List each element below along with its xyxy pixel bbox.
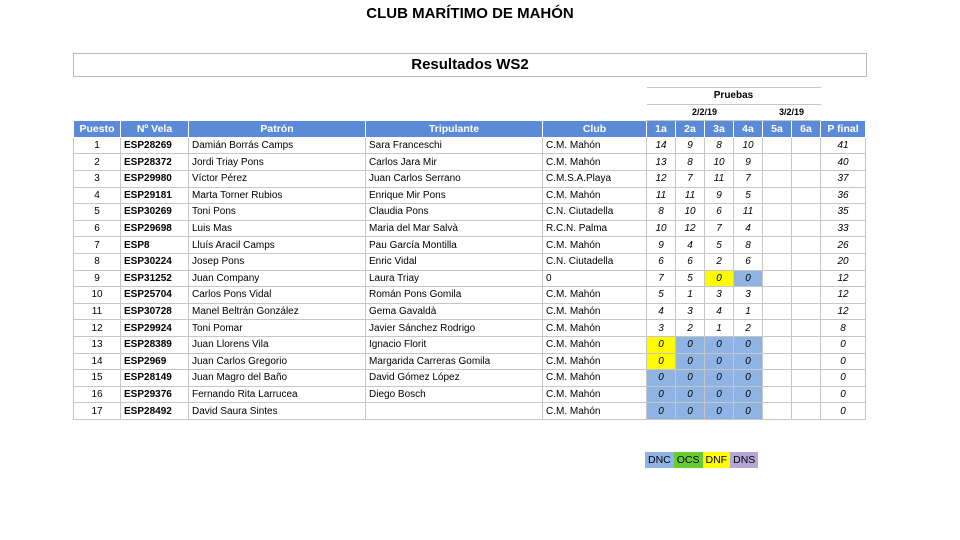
cell-vela: ESP28492	[121, 403, 189, 420]
cell-club: R.C.N. Palma	[543, 220, 647, 237]
cell-tripulante: Javier Sánchez Rodrigo	[366, 320, 543, 337]
cell-club: C.M. Mahón	[543, 154, 647, 171]
cell-club: 0	[543, 270, 647, 287]
cell-race-1: 4	[647, 303, 676, 320]
table-row	[74, 220, 866, 237]
cell-puesto: 12	[74, 320, 121, 337]
cell-pfinal: 12	[821, 270, 866, 287]
table-row	[74, 154, 866, 171]
cell-race-4: 8	[734, 237, 763, 254]
cell-patron: Toni Pomar	[189, 320, 366, 337]
col-1a-header: 1a	[647, 121, 676, 138]
cell-race-5	[763, 386, 792, 403]
table-row	[74, 253, 866, 270]
table-row	[74, 320, 866, 337]
cell-tripulante: Román Pons Gomila	[366, 287, 543, 304]
cell-club: C.N. Ciutadella	[543, 253, 647, 270]
cell-patron: Juan Llorens Vila	[189, 336, 366, 353]
cell-pfinal: 12	[821, 303, 866, 320]
cell-race-2: 0	[676, 353, 705, 370]
cell-race-1: 14	[647, 137, 676, 154]
cell-race-5	[763, 170, 792, 187]
cell-pfinal: 0	[821, 370, 866, 387]
cell-race-2: 0	[676, 403, 705, 420]
table-row	[74, 336, 866, 353]
cell-tripulante: Maria del Mar Salvà	[366, 220, 543, 237]
cell-club: C.M. Mahón	[543, 403, 647, 420]
cell-race-1: 13	[647, 154, 676, 171]
dates-row	[74, 104, 866, 121]
cell-tripulante: Margarida Carreras Gomila	[366, 353, 543, 370]
cell-race-3: 0	[705, 270, 734, 287]
cell-pfinal: 0	[821, 336, 866, 353]
cell-race-3: 9	[705, 187, 734, 204]
cell-vela: ESP28149	[121, 370, 189, 387]
cell-race-1: 0	[647, 386, 676, 403]
cell-vela: ESP29980	[121, 170, 189, 187]
cell-tripulante: Ignacio Florit	[366, 336, 543, 353]
cell-tripulante: Carlos Jara Mir	[366, 154, 543, 171]
cell-race-1: 0	[647, 403, 676, 420]
cell-race-5	[763, 287, 792, 304]
table-row	[74, 187, 866, 204]
cell-race-2: 6	[676, 253, 705, 270]
cell-club: C.M. Mahón	[543, 336, 647, 353]
cell-puesto: 3	[74, 170, 121, 187]
cell-puesto: 8	[74, 253, 121, 270]
cell-race-1: 5	[647, 287, 676, 304]
table-row	[74, 303, 866, 320]
cell-puesto: 14	[74, 353, 121, 370]
cell-race-4: 7	[734, 170, 763, 187]
cell-race-6	[792, 187, 821, 204]
cell-race-5	[763, 320, 792, 337]
cell-patron: Carlos Pons Vidal	[189, 287, 366, 304]
col-puesto-header: Puesto	[74, 121, 121, 138]
cell-tripulante: Claudia Pons	[366, 204, 543, 221]
cell-tripulante: Pau García Montilla	[366, 237, 543, 254]
cell-race-2: 9	[676, 137, 705, 154]
cell-race-1: 6	[647, 253, 676, 270]
cell-race-6	[792, 386, 821, 403]
cell-vela: ESP31252	[121, 270, 189, 287]
results-title: Resultados WS2	[73, 53, 867, 77]
cell-race-2: 0	[676, 386, 705, 403]
col-5a-header: 5a	[763, 121, 792, 138]
cell-club: C.M. Mahón	[543, 287, 647, 304]
cell-race-3: 0	[705, 370, 734, 387]
pruebas-row	[74, 88, 866, 105]
cell-race-3: 8	[705, 137, 734, 154]
cell-race-4: 5	[734, 187, 763, 204]
cell-race-4: 0	[734, 353, 763, 370]
cell-race-1: 9	[647, 237, 676, 254]
cell-race-3: 1	[705, 320, 734, 337]
cell-race-6	[792, 303, 821, 320]
cell-race-3: 0	[705, 353, 734, 370]
cell-race-3: 0	[705, 386, 734, 403]
pruebas-label: Pruebas	[647, 88, 821, 105]
cell-pfinal: 36	[821, 187, 866, 204]
table-row	[74, 237, 866, 254]
table-row	[74, 403, 866, 420]
table-row	[74, 137, 866, 154]
cell-patron: Juan Magro del Baño	[189, 370, 366, 387]
cell-race-6	[792, 320, 821, 337]
cell-patron: Juan Company	[189, 270, 366, 287]
club-title: CLUB MARÍTIMO DE MAHÓN	[366, 5, 574, 22]
cell-tripulante	[366, 403, 543, 420]
cell-vela: ESP28389	[121, 336, 189, 353]
cell-tripulante: Enric Vidal	[366, 253, 543, 270]
cell-race-4: 1	[734, 303, 763, 320]
cell-race-6	[792, 170, 821, 187]
cell-race-5	[763, 237, 792, 254]
cell-race-4: 4	[734, 220, 763, 237]
col-tripulante-header: Tripulante	[366, 121, 543, 138]
legend	[645, 452, 758, 468]
cell-puesto: 16	[74, 386, 121, 403]
cell-vela: ESP29924	[121, 320, 189, 337]
cell-vela: ESP28269	[121, 137, 189, 154]
cell-club: C.M.S.A.Playa	[543, 170, 647, 187]
cell-race-4: 2	[734, 320, 763, 337]
legend-ocs: OCS	[674, 452, 703, 468]
cell-vela: ESP25704	[121, 287, 189, 304]
cell-vela: ESP8	[121, 237, 189, 254]
cell-race-2: 10	[676, 204, 705, 221]
cell-race-2: 5	[676, 270, 705, 287]
cell-race-4: 3	[734, 287, 763, 304]
cell-race-2: 7	[676, 170, 705, 187]
cell-puesto: 15	[74, 370, 121, 387]
cell-race-5	[763, 220, 792, 237]
cell-race-5	[763, 353, 792, 370]
cell-race-4: 0	[734, 386, 763, 403]
cell-patron: Juan Carlos Gregorio	[189, 353, 366, 370]
cell-race-5	[763, 204, 792, 221]
table-row	[74, 170, 866, 187]
cell-race-1: 12	[647, 170, 676, 187]
cell-patron: Toni Pons	[189, 204, 366, 221]
cell-race-3: 6	[705, 204, 734, 221]
cell-race-1: 11	[647, 187, 676, 204]
cell-vela: ESP29181	[121, 187, 189, 204]
cell-race-4: 0	[734, 403, 763, 420]
cell-pfinal: 12	[821, 287, 866, 304]
cell-race-5	[763, 253, 792, 270]
col-vela-header: Nº Vela	[121, 121, 189, 138]
cell-tripulante: Sara Franceschi	[366, 137, 543, 154]
cell-tripulante: Juan Carlos Serrano	[366, 170, 543, 187]
cell-race-1: 3	[647, 320, 676, 337]
cell-race-6	[792, 403, 821, 420]
cell-race-5	[763, 303, 792, 320]
cell-race-4: 0	[734, 270, 763, 287]
cell-race-4: 0	[734, 370, 763, 387]
cell-race-5	[763, 270, 792, 287]
results-body	[74, 137, 866, 419]
cell-pfinal: 20	[821, 253, 866, 270]
cell-race-5	[763, 187, 792, 204]
cell-tripulante: Enrique Mir Pons	[366, 187, 543, 204]
cell-race-6	[792, 287, 821, 304]
cell-race-3: 5	[705, 237, 734, 254]
cell-patron: Fernando Rita Larrucea	[189, 386, 366, 403]
cell-race-2: 2	[676, 320, 705, 337]
cell-race-6	[792, 220, 821, 237]
legend-dns: DNS	[730, 452, 758, 468]
cell-patron: Jordi Triay Pons	[189, 154, 366, 171]
cell-race-2: 0	[676, 370, 705, 387]
cell-race-2: 0	[676, 336, 705, 353]
cell-race-6	[792, 370, 821, 387]
cell-pfinal: 35	[821, 204, 866, 221]
cell-race-2: 1	[676, 287, 705, 304]
table-row	[74, 353, 866, 370]
cell-patron: Víctor Pérez	[189, 170, 366, 187]
cell-race-5	[763, 336, 792, 353]
cell-patron: Josep Pons	[189, 253, 366, 270]
cell-race-6	[792, 154, 821, 171]
cell-vela: ESP28372	[121, 154, 189, 171]
cell-puesto: 17	[74, 403, 121, 420]
cell-pfinal: 37	[821, 170, 866, 187]
col-2a-header: 2a	[676, 121, 705, 138]
cell-race-4: 10	[734, 137, 763, 154]
cell-patron: Marta Torner Rubios	[189, 187, 366, 204]
cell-pfinal: 0	[821, 386, 866, 403]
cell-puesto: 13	[74, 336, 121, 353]
cell-race-1: 0	[647, 336, 676, 353]
table-row	[74, 204, 866, 221]
cell-race-3: 10	[705, 154, 734, 171]
cell-club: C.M. Mahón	[543, 303, 647, 320]
cell-club: C.M. Mahón	[543, 386, 647, 403]
table-row	[74, 287, 866, 304]
cell-patron: Damián Borrás Camps	[189, 137, 366, 154]
cell-puesto: 6	[74, 220, 121, 237]
legend-dnf: DNF	[703, 452, 731, 468]
cell-puesto: 11	[74, 303, 121, 320]
cell-club: C.N. Ciutadella	[543, 204, 647, 221]
table-row	[74, 370, 866, 387]
cell-vela: ESP2969	[121, 353, 189, 370]
cell-race-4: 6	[734, 253, 763, 270]
cell-vela: ESP30728	[121, 303, 189, 320]
date-label-1: 2/2/19	[647, 104, 763, 121]
cell-race-2: 4	[676, 237, 705, 254]
cell-club: C.M. Mahón	[543, 370, 647, 387]
cell-club: C.M. Mahón	[543, 237, 647, 254]
column-header-row	[74, 121, 866, 138]
cell-puesto: 10	[74, 287, 121, 304]
cell-pfinal: 0	[821, 403, 866, 420]
cell-race-3: 0	[705, 336, 734, 353]
cell-race-4: 11	[734, 204, 763, 221]
cell-race-4: 0	[734, 336, 763, 353]
cell-race-1: 0	[647, 370, 676, 387]
cell-race-3: 4	[705, 303, 734, 320]
cell-patron: David Saura Sintes	[189, 403, 366, 420]
cell-tripulante: Gema Gavaldà	[366, 303, 543, 320]
cell-vela: ESP30269	[121, 204, 189, 221]
cell-race-6	[792, 353, 821, 370]
cell-patron: Luis Mas	[189, 220, 366, 237]
cell-race-1: 8	[647, 204, 676, 221]
cell-club: C.M. Mahón	[543, 320, 647, 337]
cell-race-3: 3	[705, 287, 734, 304]
cell-vela: ESP29698	[121, 220, 189, 237]
cell-puesto: 9	[74, 270, 121, 287]
cell-puesto: 7	[74, 237, 121, 254]
cell-pfinal: 26	[821, 237, 866, 254]
cell-race-6	[792, 270, 821, 287]
cell-puesto: 5	[74, 204, 121, 221]
cell-race-6	[792, 237, 821, 254]
cell-tripulante: Diego Bosch	[366, 386, 543, 403]
cell-race-4: 9	[734, 154, 763, 171]
cell-club: C.M. Mahón	[543, 137, 647, 154]
cell-race-1: 7	[647, 270, 676, 287]
cell-race-2: 8	[676, 154, 705, 171]
cell-vela: ESP30224	[121, 253, 189, 270]
cell-race-1: 0	[647, 353, 676, 370]
cell-patron: Lluís Aracil Camps	[189, 237, 366, 254]
cell-club: C.M. Mahón	[543, 187, 647, 204]
cell-race-5	[763, 137, 792, 154]
cell-race-6	[792, 253, 821, 270]
cell-pfinal: 40	[821, 154, 866, 171]
col-pfinal-header: P final	[821, 121, 866, 138]
col-6a-header: 6a	[792, 121, 821, 138]
cell-club: C.M. Mahón	[543, 353, 647, 370]
cell-race-2: 3	[676, 303, 705, 320]
cell-vela: ESP29376	[121, 386, 189, 403]
cell-race-5	[763, 403, 792, 420]
col-patron-header: Patrón	[189, 121, 366, 138]
cell-patron: Manel Beltrán González	[189, 303, 366, 320]
cell-pfinal: 33	[821, 220, 866, 237]
date-label-2: 3/2/19	[763, 104, 821, 121]
cell-race-6	[792, 137, 821, 154]
cell-puesto: 4	[74, 187, 121, 204]
table-row	[74, 270, 866, 287]
cell-race-3: 11	[705, 170, 734, 187]
cell-pfinal: 8	[821, 320, 866, 337]
cell-race-3: 7	[705, 220, 734, 237]
cell-race-6	[792, 336, 821, 353]
col-club-header: Club	[543, 121, 647, 138]
cell-race-2: 12	[676, 220, 705, 237]
cell-tripulante: David Gómez López	[366, 370, 543, 387]
cell-race-5	[763, 370, 792, 387]
cell-race-2: 11	[676, 187, 705, 204]
table-row	[74, 386, 866, 403]
cell-race-3: 0	[705, 403, 734, 420]
results-table	[73, 87, 866, 420]
cell-race-1: 10	[647, 220, 676, 237]
col-4a-header: 4a	[734, 121, 763, 138]
col-3a-header: 3a	[705, 121, 734, 138]
cell-tripulante: Laura Triay	[366, 270, 543, 287]
cell-puesto: 1	[74, 137, 121, 154]
cell-race-5	[763, 154, 792, 171]
legend-dnc: DNC	[645, 452, 674, 468]
cell-pfinal: 0	[821, 353, 866, 370]
cell-puesto: 2	[74, 154, 121, 171]
cell-race-6	[792, 204, 821, 221]
cell-pfinal: 41	[821, 137, 866, 154]
cell-race-3: 2	[705, 253, 734, 270]
